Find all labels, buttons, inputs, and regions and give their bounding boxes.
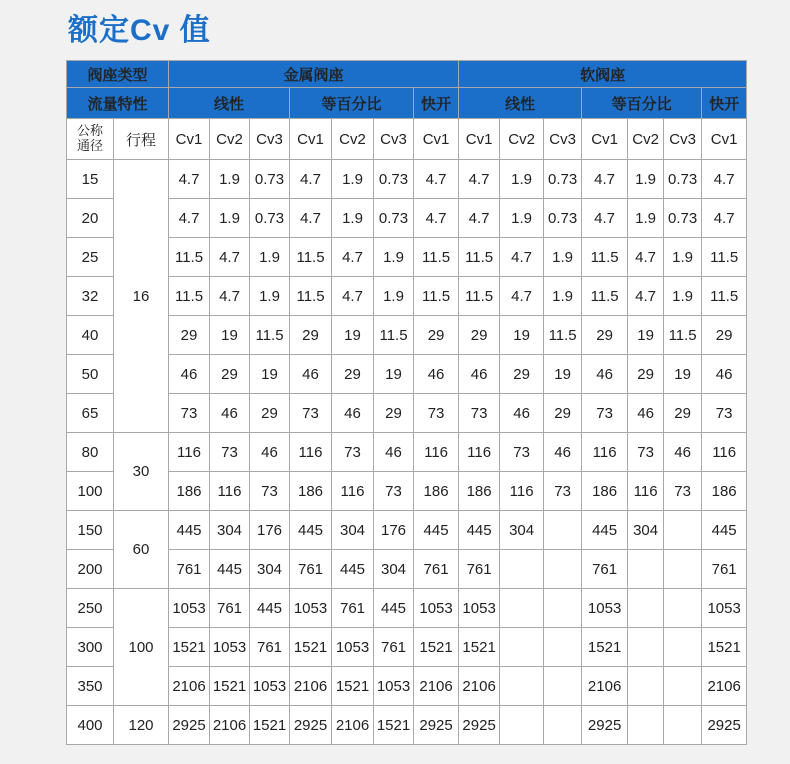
table-row [67,472,747,511]
cv-column-header: Cv1 [582,119,628,160]
soft-cv-cell: 1.9 [628,160,664,199]
cv-column-header: Cv1 [290,119,332,160]
metal-cv-cell: 11.5 [169,238,210,277]
soft-cv-cell: 46 [544,433,582,472]
soft-cv-cell: 2925 [702,706,747,745]
metal-cv-cell: 761 [414,550,459,589]
nominal-diameter-cell: 80 [67,433,114,472]
metal-cv-cell: 46 [332,394,374,433]
metal-cv-cell: 304 [250,550,290,589]
nominal-diameter-cell: 400 [67,706,114,745]
metal-cv-cell: 11.5 [414,277,459,316]
metal-cv-cell: 11.5 [374,316,414,355]
table-row [67,160,747,199]
table-row [67,628,747,667]
metal-cv-cell: 4.7 [332,238,374,277]
soft-cv-cell [544,706,582,745]
table-row [67,511,747,550]
metal-cv-cell: 4.7 [414,160,459,199]
metal-cv-cell: 116 [210,472,250,511]
metal-cv-cell: 1521 [374,706,414,745]
metal-quick-open-header: 快开 [414,88,459,119]
soft-cv-cell: 4.7 [582,160,628,199]
metal-cv-cell: 1.9 [210,160,250,199]
soft-cv-cell: 1.9 [664,277,702,316]
metal-cv-cell: 1.9 [374,277,414,316]
soft-cv-cell [500,628,544,667]
metal-cv-cell: 1.9 [210,199,250,238]
metal-cv-cell: 445 [210,550,250,589]
soft-cv-cell: 761 [459,550,500,589]
stroke-header: 行程 [114,119,169,160]
soft-cv-cell: 73 [459,394,500,433]
nominal-diameter-cell: 50 [67,355,114,394]
stroke-cell: 16 [114,160,169,433]
metal-cv-cell: 4.7 [290,160,332,199]
stroke-cell: 120 [114,706,169,745]
seat-type-label: 阀座类型 [67,61,169,88]
metal-cv-cell: 304 [374,550,414,589]
table-header [67,61,747,160]
soft-linear-header: 线性 [459,88,582,119]
metal-cv-cell: 761 [210,589,250,628]
metal-cv-cell: 0.73 [374,199,414,238]
metal-cv-cell: 761 [374,628,414,667]
metal-cv-cell: 4.7 [169,199,210,238]
soft-cv-cell: 0.73 [664,160,702,199]
metal-cv-cell: 2925 [414,706,459,745]
metal-cv-cell: 1053 [290,589,332,628]
soft-cv-cell: 4.7 [702,160,747,199]
metal-cv-cell: 19 [250,355,290,394]
soft-cv-cell [500,550,544,589]
metal-cv-cell: 2106 [414,667,459,706]
metal-cv-cell: 445 [250,589,290,628]
metal-cv-cell: 46 [290,355,332,394]
header-row-seat-type [67,61,747,88]
table-row [67,589,747,628]
soft-cv-cell: 29 [544,394,582,433]
soft-cv-cell [628,550,664,589]
soft-cv-cell: 761 [582,550,628,589]
soft-cv-cell [500,667,544,706]
metal-cv-cell: 2106 [169,667,210,706]
metal-cv-cell: 29 [414,316,459,355]
table-row [67,667,747,706]
metal-cv-cell: 46 [169,355,210,394]
soft-cv-cell [544,628,582,667]
metal-cv-cell: 761 [290,550,332,589]
metal-cv-cell: 46 [210,394,250,433]
cv-column-header: Cv3 [374,119,414,160]
soft-cv-cell: 186 [702,472,747,511]
soft-cv-cell: 1053 [702,589,747,628]
soft-cv-cell: 0.73 [544,160,582,199]
nominal-diameter-cell: 40 [67,316,114,355]
soft-cv-cell: 4.7 [628,238,664,277]
soft-cv-cell: 73 [500,433,544,472]
metal-cv-cell: 761 [332,589,374,628]
table-row [67,433,747,472]
table-body [67,160,747,745]
soft-cv-cell: 4.7 [500,277,544,316]
soft-cv-cell: 73 [628,433,664,472]
nominal-diameter-header-line2: 通径 [76,138,103,153]
metal-cv-cell: 4.7 [332,277,374,316]
soft-cv-cell: 11.5 [664,316,702,355]
metal-cv-cell: 11.5 [290,238,332,277]
metal-cv-cell: 2925 [169,706,210,745]
soft-cv-cell: 11.5 [544,316,582,355]
cv-rating-table [66,60,747,745]
metal-cv-cell: 176 [250,511,290,550]
metal-cv-cell: 29 [210,355,250,394]
soft-cv-cell [544,589,582,628]
metal-cv-cell: 4.7 [210,277,250,316]
table-row [67,706,747,745]
metal-cv-cell: 11.5 [290,277,332,316]
metal-cv-cell: 73 [374,472,414,511]
cv-column-header: Cv1 [169,119,210,160]
soft-cv-cell: 11.5 [459,238,500,277]
metal-cv-cell: 73 [332,433,374,472]
metal-cv-cell: 1521 [210,667,250,706]
soft-cv-cell: 186 [459,472,500,511]
cv-column-header: Cv2 [500,119,544,160]
metal-cv-cell: 1053 [374,667,414,706]
page-title: 额定Cv 值 [68,14,211,47]
nominal-diameter-cell: 150 [67,511,114,550]
soft-cv-cell: 445 [582,511,628,550]
metal-cv-cell: 73 [290,394,332,433]
soft-cv-cell [664,550,702,589]
soft-cv-cell: 11.5 [702,277,747,316]
metal-cv-cell: 1.9 [250,277,290,316]
table-row [67,277,747,316]
cv-column-header: Cv1 [459,119,500,160]
cv-column-header: Cv1 [414,119,459,160]
metal-cv-cell: 4.7 [210,238,250,277]
soft-cv-cell: 4.7 [500,238,544,277]
nominal-diameter-cell: 15 [67,160,114,199]
metal-cv-cell: 73 [210,433,250,472]
soft-cv-cell: 4.7 [702,199,747,238]
soft-cv-cell: 19 [544,355,582,394]
metal-cv-cell: 19 [332,316,374,355]
soft-cv-cell: 19 [500,316,544,355]
metal-cv-cell: 186 [290,472,332,511]
metal-cv-cell: 1.9 [374,238,414,277]
soft-cv-cell: 29 [628,355,664,394]
nominal-diameter-header-line1: 公称 [76,123,103,139]
metal-cv-cell: 11.5 [169,277,210,316]
soft-cv-cell: 445 [459,511,500,550]
metal-cv-cell: 761 [169,550,210,589]
metal-cv-cell: 445 [374,589,414,628]
metal-cv-cell: 761 [250,628,290,667]
metal-cv-cell: 4.7 [169,160,210,199]
soft-cv-cell: 116 [459,433,500,472]
soft-cv-cell: 73 [582,394,628,433]
soft-cv-cell: 2106 [582,667,628,706]
soft-cv-cell: 4.7 [459,160,500,199]
metal-cv-cell: 73 [414,394,459,433]
soft-cv-cell: 46 [459,355,500,394]
soft-cv-cell: 46 [702,355,747,394]
metal-cv-cell: 1053 [169,589,210,628]
soft-cv-cell: 1521 [702,628,747,667]
nominal-diameter-cell: 250 [67,589,114,628]
metal-cv-cell: 11.5 [414,238,459,277]
soft-cv-cell: 46 [664,433,702,472]
metal-cv-cell: 29 [290,316,332,355]
metal-cv-cell: 1053 [332,628,374,667]
soft-cv-cell [664,706,702,745]
metal-linear-header: 线性 [169,88,290,119]
metal-cv-cell: 116 [169,433,210,472]
cv-column-header: Cv2 [210,119,250,160]
soft-cv-cell: 73 [664,472,702,511]
table-row [67,238,747,277]
metal-cv-cell: 445 [414,511,459,550]
table-row [67,199,747,238]
soft-cv-cell [664,628,702,667]
metal-cv-cell: 0.73 [250,160,290,199]
metal-cv-cell: 116 [414,433,459,472]
metal-cv-cell: 116 [290,433,332,472]
soft-cv-cell [500,706,544,745]
soft-cv-cell: 186 [582,472,628,511]
metal-cv-cell: 304 [332,511,374,550]
soft-cv-cell: 46 [500,394,544,433]
soft-cv-cell [628,667,664,706]
soft-cv-cell: 73 [544,472,582,511]
soft-cv-cell: 1.9 [500,160,544,199]
soft-cv-cell [664,667,702,706]
nominal-diameter-cell: 65 [67,394,114,433]
table-row [67,355,747,394]
soft-cv-cell: 1053 [582,589,628,628]
stroke-cell: 100 [114,589,169,706]
soft-quick-open-header: 快开 [702,88,747,119]
metal-cv-cell: 46 [250,433,290,472]
metal-cv-cell: 1521 [414,628,459,667]
table-row [67,316,747,355]
metal-cv-cell: 73 [250,472,290,511]
metal-cv-cell: 4.7 [290,199,332,238]
metal-cv-cell: 1053 [210,628,250,667]
soft-cv-cell: 1521 [582,628,628,667]
nominal-diameter-cell: 32 [67,277,114,316]
soft-cv-cell [628,706,664,745]
table-row [67,394,747,433]
soft-cv-cell: 1.9 [664,238,702,277]
soft-cv-cell: 2106 [702,667,747,706]
nominal-diameter-cell: 25 [67,238,114,277]
metal-seat-header: 金属阀座 [169,61,459,88]
soft-cv-cell: 116 [500,472,544,511]
soft-cv-cell [544,550,582,589]
soft-cv-cell: 0.73 [544,199,582,238]
metal-cv-cell: 19 [210,316,250,355]
header-row-cv-columns [67,119,747,160]
metal-cv-cell: 1521 [250,706,290,745]
nominal-diameter-cell: 300 [67,628,114,667]
metal-cv-cell: 4.7 [414,199,459,238]
cv-column-header: Cv2 [628,119,664,160]
metal-cv-cell: 1521 [169,628,210,667]
table-row [67,550,747,589]
metal-cv-cell: 2106 [290,667,332,706]
soft-cv-cell: 29 [582,316,628,355]
soft-cv-cell: 304 [628,511,664,550]
metal-cv-cell: 2925 [290,706,332,745]
soft-cv-cell: 19 [664,355,702,394]
soft-cv-cell: 1.9 [500,199,544,238]
stroke-cell: 60 [114,511,169,589]
metal-cv-cell: 1053 [250,667,290,706]
soft-cv-cell: 116 [702,433,747,472]
metal-cv-cell: 1.9 [332,199,374,238]
soft-cv-cell [544,667,582,706]
soft-seat-header: 软阀座 [459,61,747,88]
metal-cv-cell: 46 [374,433,414,472]
metal-cv-cell: 11.5 [250,316,290,355]
metal-cv-cell: 176 [374,511,414,550]
soft-cv-cell: 19 [628,316,664,355]
soft-cv-cell: 73 [702,394,747,433]
soft-cv-cell: 46 [628,394,664,433]
soft-cv-cell: 1.9 [628,199,664,238]
soft-cv-cell: 11.5 [582,238,628,277]
soft-cv-cell [544,511,582,550]
soft-cv-cell: 29 [702,316,747,355]
metal-cv-cell: 186 [414,472,459,511]
stroke-cell: 30 [114,433,169,511]
metal-cv-cell: 46 [414,355,459,394]
metal-cv-cell: 186 [169,472,210,511]
cv-column-header: Cv2 [332,119,374,160]
cv-column-header: Cv3 [664,119,702,160]
soft-cv-cell: 1521 [459,628,500,667]
metal-cv-cell: 116 [332,472,374,511]
metal-cv-cell: 1053 [414,589,459,628]
metal-cv-cell: 445 [290,511,332,550]
soft-cv-cell: 0.73 [664,199,702,238]
soft-cv-cell: 29 [500,355,544,394]
soft-cv-cell: 1053 [459,589,500,628]
metal-cv-cell: 29 [332,355,374,394]
nominal-diameter-cell: 100 [67,472,114,511]
soft-cv-cell [628,628,664,667]
soft-cv-cell: 2925 [582,706,628,745]
soft-cv-cell: 4.7 [628,277,664,316]
cv-column-header: Cv3 [544,119,582,160]
soft-cv-cell: 11.5 [702,238,747,277]
soft-cv-cell: 2925 [459,706,500,745]
metal-cv-cell: 73 [169,394,210,433]
metal-cv-cell: 445 [169,511,210,550]
soft-cv-cell: 29 [664,394,702,433]
nominal-diameter-cell: 200 [67,550,114,589]
nominal-diameter-header [67,119,114,160]
soft-cv-cell: 4.7 [459,199,500,238]
soft-cv-cell: 2106 [459,667,500,706]
soft-cv-cell: 1.9 [544,277,582,316]
metal-cv-cell: 0.73 [250,199,290,238]
metal-cv-cell: 1.9 [332,160,374,199]
soft-cv-cell: 1.9 [544,238,582,277]
metal-cv-cell: 304 [210,511,250,550]
soft-cv-cell: 445 [702,511,747,550]
nominal-diameter-cell: 350 [67,667,114,706]
cv-column-header: Cv3 [250,119,290,160]
metal-cv-cell: 1521 [290,628,332,667]
metal-cv-cell: 2106 [332,706,374,745]
soft-cv-cell: 29 [459,316,500,355]
soft-equal-percentage-header: 等百分比 [582,88,702,119]
soft-cv-cell: 4.7 [582,199,628,238]
metal-cv-cell: 19 [374,355,414,394]
metal-cv-cell: 1521 [332,667,374,706]
metal-equal-percentage-header: 等百分比 [290,88,414,119]
soft-cv-cell: 761 [702,550,747,589]
flow-characteristic-label: 流量特性 [67,88,169,119]
soft-cv-cell [664,589,702,628]
soft-cv-cell: 46 [582,355,628,394]
metal-cv-cell: 0.73 [374,160,414,199]
soft-cv-cell: 11.5 [459,277,500,316]
metal-cv-cell: 1.9 [250,238,290,277]
soft-cv-cell [628,589,664,628]
metal-cv-cell: 2106 [210,706,250,745]
soft-cv-cell: 116 [582,433,628,472]
metal-cv-cell: 29 [374,394,414,433]
header-row-flow-characteristic [67,88,747,119]
soft-cv-cell: 304 [500,511,544,550]
nominal-diameter-cell: 20 [67,199,114,238]
metal-cv-cell: 29 [169,316,210,355]
cv-column-header: Cv1 [702,119,747,160]
metal-cv-cell: 445 [332,550,374,589]
soft-cv-cell [664,511,702,550]
soft-cv-cell: 11.5 [582,277,628,316]
soft-cv-cell [500,589,544,628]
metal-cv-cell: 29 [250,394,290,433]
soft-cv-cell: 116 [628,472,664,511]
